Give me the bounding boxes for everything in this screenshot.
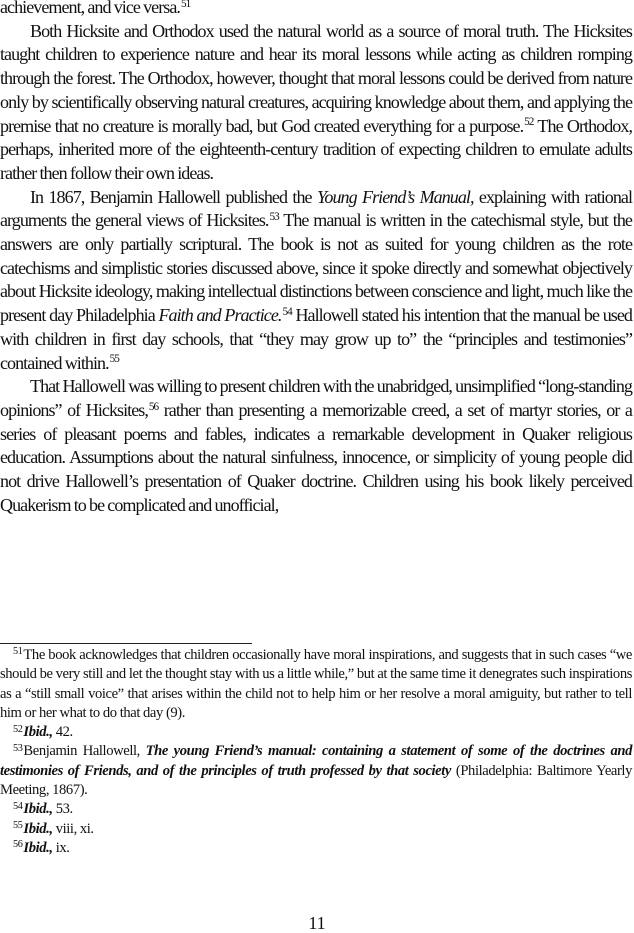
footnote-text: viii, xi.	[52, 820, 94, 837]
paragraph-text: explaining with rational arguments the general views of Hicksites.	[0, 186, 633, 231]
footnote-56	[0, 839, 632, 858]
footnote-number: 52	[13, 723, 23, 735]
paragraph-continuation	[0, 0, 632, 20]
paragraph-text: That Hallowell was willing to present children with the unabridged, unsimplified “long-standing opinions” of Hicksites,	[0, 376, 632, 420]
book-title: Faith and Practice.	[158, 305, 282, 326]
footnote-text: 53.	[52, 801, 73, 818]
footnotes	[0, 646, 632, 858]
paragraph-text: In 1867, Benjamin Hallowell published the	[30, 186, 317, 207]
footnote-55	[0, 820, 632, 839]
footnote-54	[0, 800, 632, 819]
paragraph-text: Both Hicksite and Orthodox used the natural world as a source of moral truth. The Hicksites taught children to experience nature and hear its moral lessons while acting as children romping through the forest. The Orthodox, however, thought that moral lessons could be derived from nature only by scientifically observing natural creatures, acquiring knowledge about them, and applying the premise that no creature is morally bad, but God created everything for a purpose.	[0, 20, 632, 136]
footnote-ref-55[interactable]: 55	[109, 353, 119, 366]
footnote-53	[0, 742, 632, 800]
footnote-text: ix.	[52, 839, 70, 856]
footnote-ref-52[interactable]: 52	[524, 116, 534, 129]
paragraph-hallowell-manual	[0, 186, 632, 376]
footnote-number: 56	[13, 839, 23, 851]
footnote-number: 54	[13, 800, 23, 812]
footnote-number: 55	[13, 820, 23, 832]
footnote-book-title: The young Friend’s manual: containing a statement of some of the doctrines and testimonies of Friends, and of the principles of truth professed by that society	[0, 743, 632, 779]
footnote-ref-54[interactable]: 54	[282, 306, 292, 318]
footnote-number: 53	[13, 742, 23, 754]
book-title: Young Friend’s Manual,	[316, 186, 474, 207]
ibid-label: Ibid.,	[23, 724, 53, 741]
paragraph-text: The manual is written in the catechismal style, but the answers are only partially scriptural. The book is not as suited for young children as the rote catechisms and simplistic stories discussed above, since it spoke directly and somewhat objectively about Hicksite ideology, making intellectual distinctions between conscience and light, much like the present day Philadelphia	[0, 210, 632, 326]
footnote-52	[0, 723, 632, 742]
ibid-label: Ibid.,	[23, 801, 53, 818]
paragraph-nature	[0, 20, 632, 186]
paragraph-text: achievement, and vice versa.	[0, 0, 180, 17]
ibid-label: Ibid.,	[23, 839, 53, 856]
footnote-ref-51[interactable]: 51	[180, 0, 191, 10]
footnote-number: 51	[13, 646, 23, 658]
footnote-text: 42.	[52, 724, 73, 741]
footnote-divider	[0, 643, 252, 644]
page-number: 11	[308, 913, 326, 933]
paragraph-text: The Orthodox, perhaps, inherited more of the eighteenth-century tradition of expecting children to emulate adults rather then follow their own ideas.	[0, 115, 632, 183]
footnote-ref-53[interactable]: 53	[269, 211, 279, 224]
paragraph-text: Hallowell stated his intention that the manual be used with children in first day schools, that “they may grow up to” the “principles and testimonies” contained within.	[0, 305, 632, 373]
footnote-51	[0, 646, 632, 723]
footnote-text: The book acknowledges that children occasionally have moral inspirations, and suggests that in such cases “we should be very still and let the thought stay with us a little while,” but at the same time it denegrates such inspirations as a “still small voice” that arises within the child not to help him or her resolve a moral amiguity, but rather to tell him or her what to do that day (9).	[0, 647, 632, 721]
paragraph-hicksite-opinions	[0, 375, 632, 517]
footnote-text: (Philadelphia: Baltimore Yearly Meeting, 1867).	[0, 762, 632, 799]
paragraph-text: rather than presenting a memorizable creed, a set of martyr stories, or a series of pleasant poems and fables, indicates a remarkable development in Quaker religious education. Assumptions about the natural sinfulness, innocence, or simplicity of young people did not drive Hallowell’s presentation of Quaker doctrine. Children using his book likely perceived Quakerism to be complicated and unofficial,	[0, 399, 632, 515]
footnote-ref-56[interactable]: 56	[148, 400, 159, 413]
footnote-author: Benjamin Hallowell,	[23, 743, 146, 760]
ibid-label: Ibid.,	[23, 820, 53, 837]
